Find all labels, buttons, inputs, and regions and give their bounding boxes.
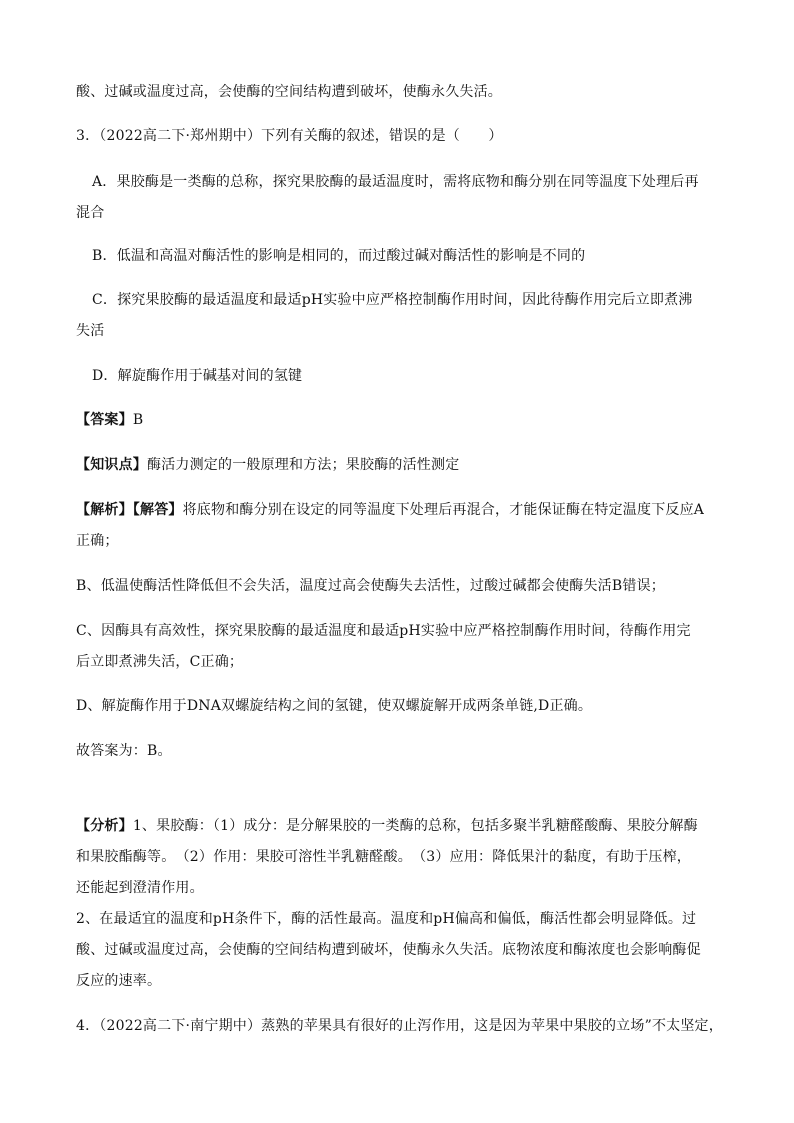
question-3-stem: 3．（2022高二下·郑州期中）下列有关酶的叙述，错误的是（ ） — [76, 128, 503, 144]
knowledge-point-tag: 【知识点】 — [76, 457, 147, 473]
explanation-line: C、因酶具有高效性，探究果胶酶的最适温度和最适pH实验中应严格控制酶作用时间，待酶作用完 — [76, 623, 691, 639]
analysis-line: 2、在最适宜的温度和pH条件下，酶的活性最高。温度和pH偏高和偏低，酶活性都会明显降低。过 — [76, 911, 697, 927]
explanation-line: 正确； — [76, 533, 119, 549]
analysis-line: 反应的速率。 — [76, 973, 162, 989]
explanation-text: 将底物和酶分别在设定的同等温度下处理后再混合，才能保证酶在特定温度下反应A — [182, 502, 705, 518]
knowledge-point-line — [76, 455, 459, 475]
conclusion-line: 故答案为：B。 — [76, 743, 172, 759]
knowledge-point-value: 酶活力测定的一般原理和方法；果胶酶的活性测定 — [147, 457, 460, 473]
answer-value: B — [132, 412, 144, 428]
option-b: B．低温和高温对酶活性的影响是相同的，而过酸过碱对酶活性的影响是不同的 — [92, 248, 586, 264]
analysis-text: 1、果胶酶：（1）成分：是分解果胶的一类酶的总称，包括多聚半乳糖醛酸酶、果胶分解酶 — [132, 818, 698, 834]
analysis-line: 酸、过碱或温度过高，会使酶的空间结构遭到破坏，使酶永久失活。底物浓度和酶浓度也会影响酶促 — [76, 942, 701, 958]
explanation-line: D、解旋酶作用于DNA双螺旋结构之间的氢键，使双螺旋解开成两条单链,D正确。 — [76, 698, 593, 714]
analysis-line: 和果胶酯酶等。 （2）作用：果胶可溶性半乳糖醛酸。 （3）应用：降低果汁的黏度，有助于压榨， — [76, 849, 692, 865]
answer-tag: 【答案】 — [76, 412, 133, 428]
text-line: 酸、过碱或温度过高，会使酶的空间结构遭到破坏，使酶永久失活。 — [76, 84, 502, 100]
explanation-line — [76, 500, 704, 520]
option-a-continued: 混合 — [76, 205, 105, 221]
analysis-line: 还能起到澄清作用。 — [76, 880, 204, 896]
option-c-continued: 失活 — [76, 323, 105, 339]
explanation-tag: 【解析】【解答】 — [76, 502, 183, 518]
option-d: D．解旋酶作用于碱基对间的氢键 — [92, 368, 303, 384]
answer-line — [76, 410, 143, 430]
analysis-tag: 【分析】 — [76, 818, 133, 834]
explanation-line: B、低温使酶活性降低但不会失活，温度过高会使酶失去活性，过酸过碱都会使酶失活B错误； — [76, 578, 665, 594]
question-4-stem: 4．（2022高二下·南宁期中）蒸熟的苹果具有很好的止泻作用，这是因为苹果中果胶的立场”不太坚定， — [76, 1018, 723, 1034]
analysis-line — [76, 816, 698, 836]
option-c: C．探究果胶酶的最适温度和最适pH实验中应严格控制酶作用时间，因此待酶作用完后立即煮沸 — [92, 292, 693, 308]
explanation-line: 后立即煮沸失活，C正确； — [76, 654, 244, 670]
option-a: A．果胶酶是一类酶的总称，探究果胶酶的最适温度时，需将底物和酶分别在同等温度下处理后再 — [92, 174, 699, 190]
